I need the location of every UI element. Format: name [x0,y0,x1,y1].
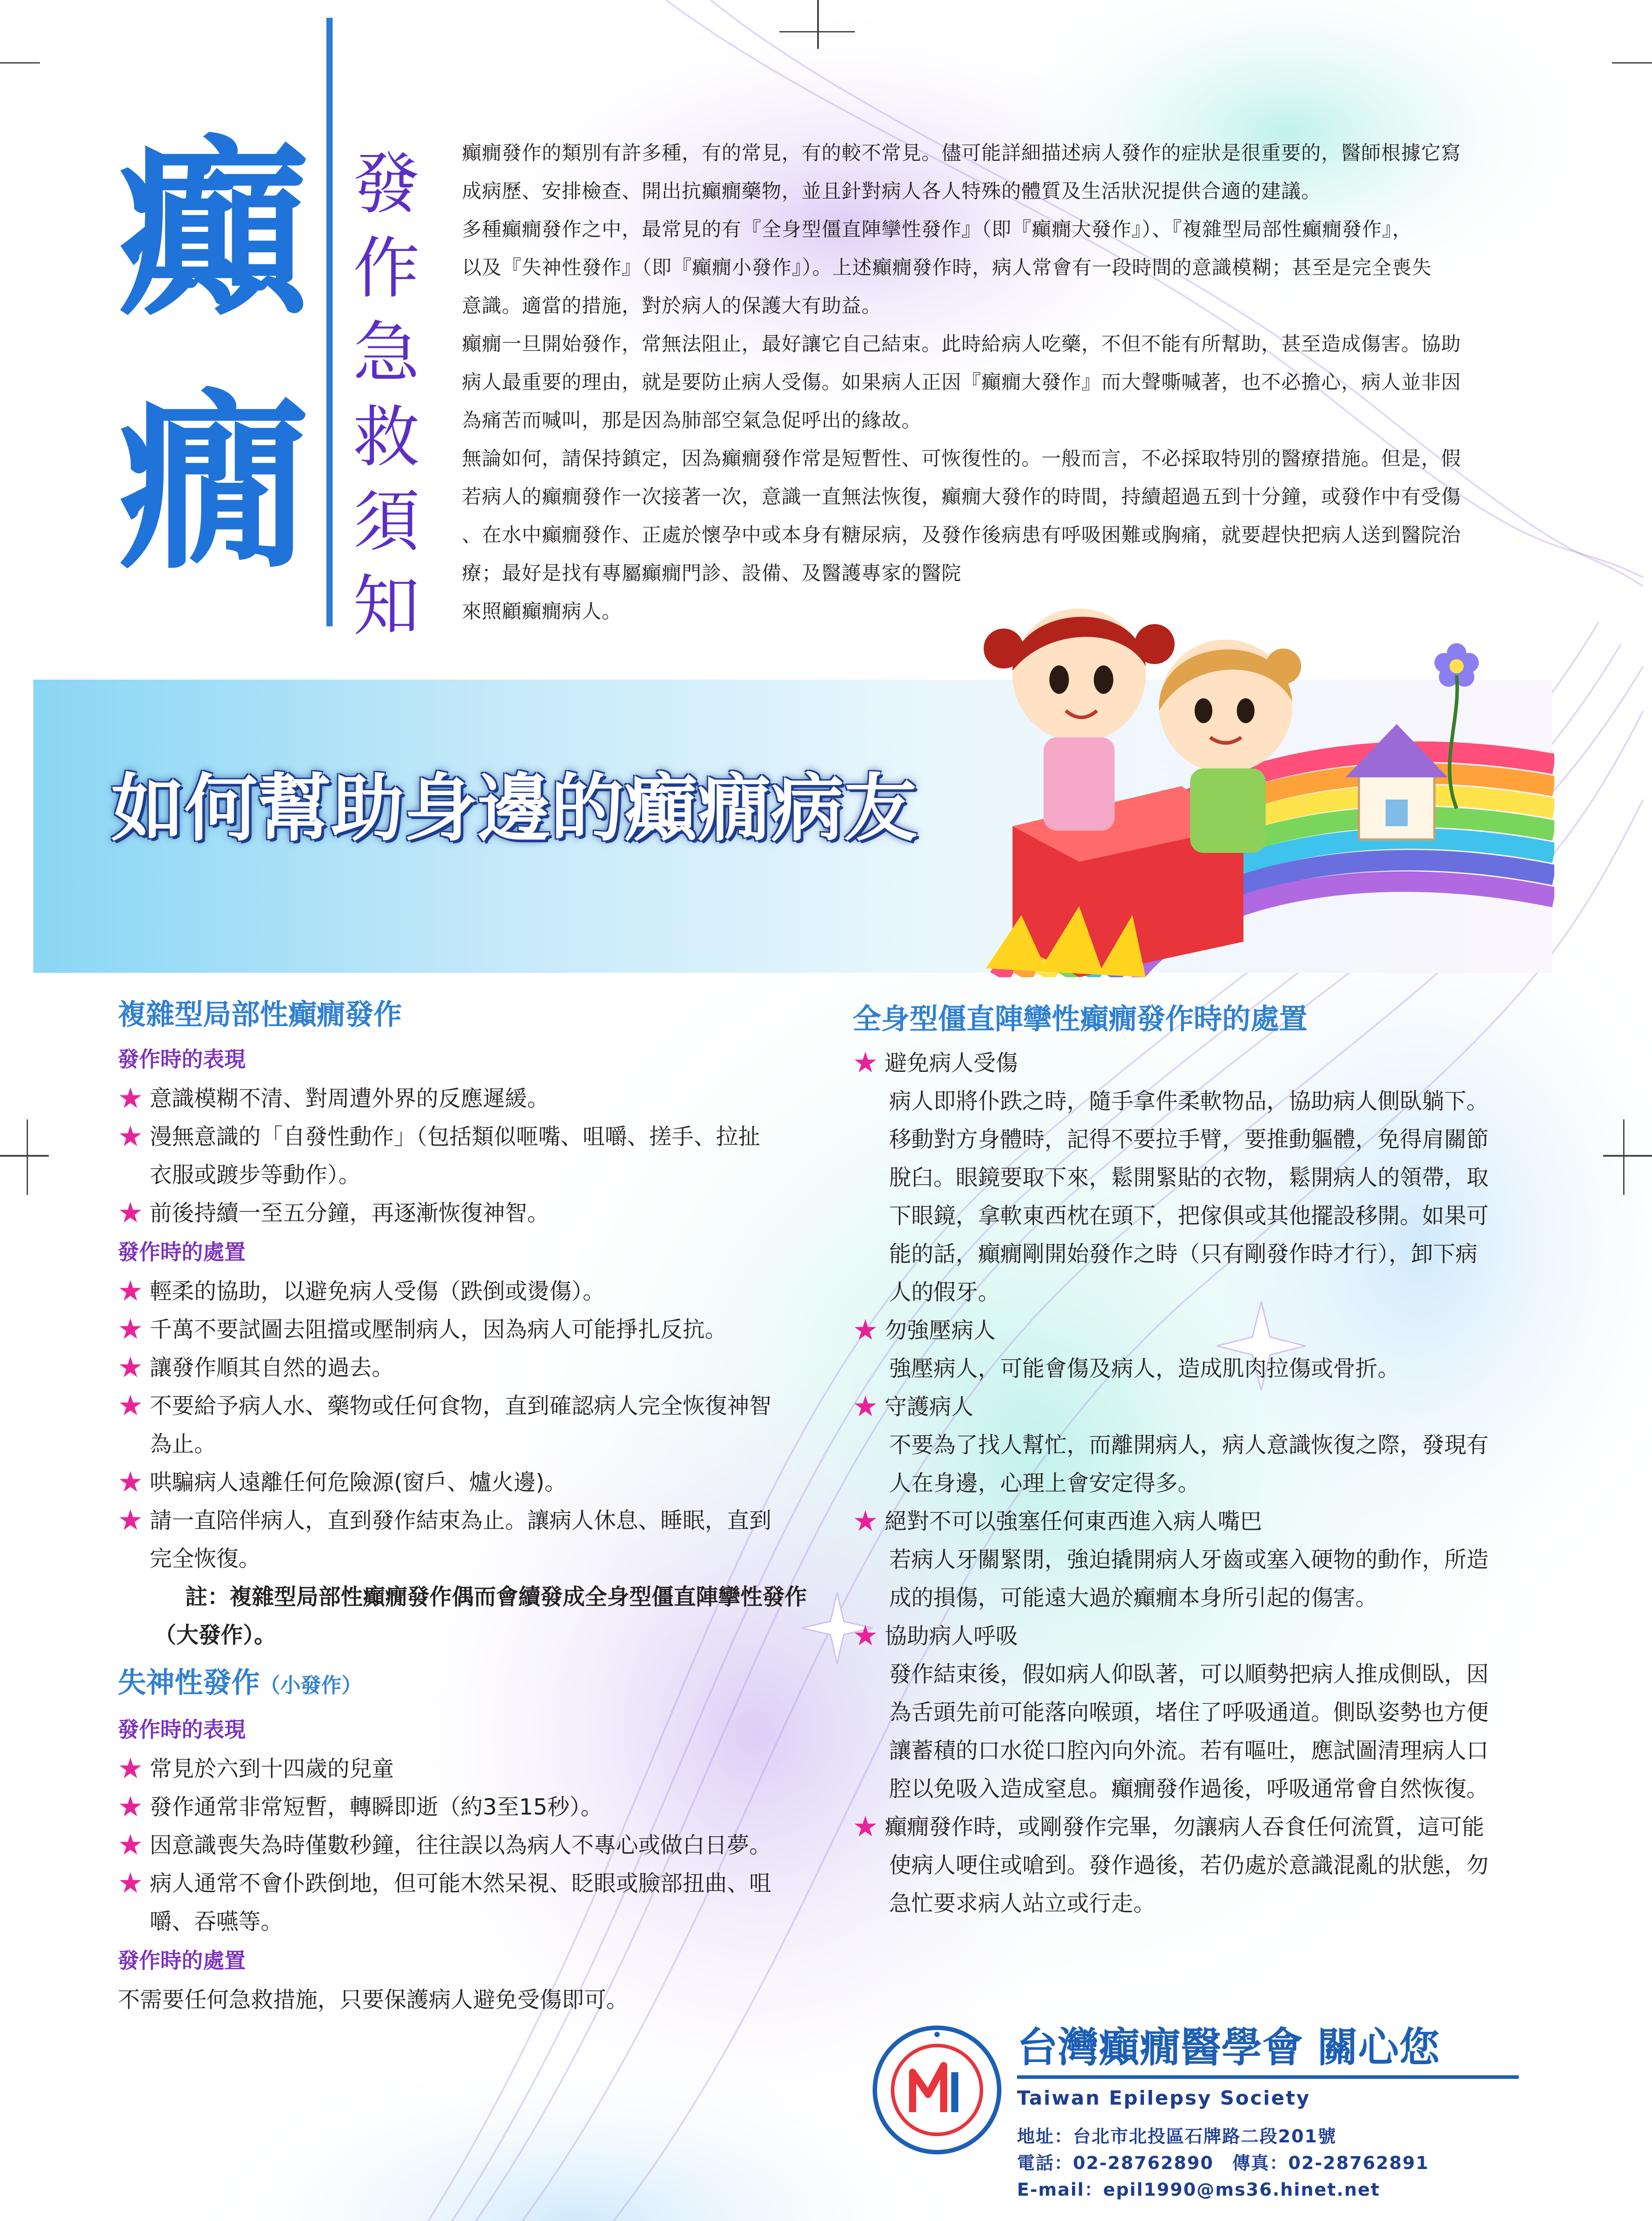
plain-text: 不需要任何急救措施，只要保護病人避免受傷即可。 [118,1987,628,2013]
bullet-text: 哄騙病人遠離任何危險源(窗戶、爐火邊)。 [150,1469,567,1495]
bullet-item [853,1044,1537,1311]
intro-line: 病人最重要的理由，就是要防止病人受傷。如果病人正因『癲癇大發作』而大聲嘶喊著，也不必擔心，病人並非因 [462,371,1461,394]
subheading: 發作時的處置 [118,1240,246,1265]
organization-name-en: Taiwan Epilepsy Society [1017,2087,1310,2110]
bullet-text: 完全恢復。 [150,1546,261,1572]
subtitle-char: 救 [353,399,420,476]
left-column [118,991,837,2019]
bullet-item [118,1349,837,1387]
bullet-title: 癲癇發作時，或剛發作完畢，勿讓病人吞食任何流質，這可能 [885,1814,1484,1840]
bullet-text: 為止。 [150,1431,216,1457]
note-text: 註：複雜型局部性癲癇發作偶而會續發成全身型僵直陣攣性發作 [185,1584,807,1610]
subtitle-char: 發 [353,146,420,223]
intro-line: 無論如何，請保持鎮定，因為癲癇發作常是短暫性、可恢復性的。一般而言，不必採取特別的醫療措施。但是，假 [462,447,1461,470]
star-icon: ★ [118,1120,143,1153]
crop-mark [0,1155,49,1157]
star-icon: ★ [118,1466,143,1499]
star-icon: ★ [853,1390,878,1423]
bullet-item [118,1387,837,1463]
bullet-text: 前後持續一至五分鐘，再逐漸恢復神智。 [150,1200,549,1226]
intro-line: 、在水中癲癇發作、正處於懷孕中或本身有糖尿病，及發作後病患有呼吸困難或胸痛，就要趕快把病人送到醫院治 [462,524,1461,546]
note-text: （大發作）。 [154,1622,276,1648]
star-icon: ★ [118,1351,143,1384]
star-icon: ★ [853,1314,878,1347]
intro-line: 以及『失神性發作』（即『癲癇小發作』）。上述癲癇發作時，病人常會有一段時間的意識模糊；甚至是完全喪失 [462,256,1432,279]
crop-mark [779,31,855,32]
bullet-title: 避免病人受傷 [885,1050,1018,1076]
bullet-text: 能的話，癲癇剛開始發作之時（只有剛發作時才行），卸下病 [889,1241,1477,1267]
bullet-text: 發作結束後，假如病人仰臥著，可以順勢把病人推成側臥，因 [889,1661,1489,1687]
address-text: 地址：台北市北投區石牌路二段201號 [1017,2126,1337,2147]
bullet-title: 協助病人呼吸 [885,1623,1018,1649]
section-heading [118,1659,837,1710]
bullet-title: 守護病人 [885,1394,973,1420]
society-logo [870,2023,1004,2157]
bullet-text: 發作通常非常短暫，轉瞬即逝（約3至15秒）。 [150,1794,603,1820]
bullet-item [118,1864,837,1941]
bullet-text: 因意識喪失為時僅數秒鐘，往往誤以為病人不專心或做白日夢。 [150,1832,771,1858]
bullet-text: 衣服或踱步等動作）。 [150,1162,361,1188]
star-icon: ★ [118,1082,143,1115]
section-heading: 複雜型局部性癲癇發作 [118,999,402,1031]
bullet-text: 強壓病人，可能會傷及病人，造成肌肉拉傷或骨折。 [889,1356,1400,1381]
bullet-item [853,1311,1537,1388]
organization-name: 台灣癲癇醫學會 關心您 [1017,2024,1440,2071]
bullet-text: 急忙要求病人站立或行走。 [889,1891,1156,1916]
bullet-text: 請一直陪伴病人，直到發作結束為止。讓病人休息、睡眠，直到 [150,1508,771,1533]
bullet-text: 常見於六到十四歲的兒童 [150,1756,394,1782]
bullet-text: 漫無意識的「自發性動作」（包括類似咂嘴、咀嚼、搓手、拉扯 [150,1124,760,1150]
bullet-item [118,1194,837,1232]
banner-title: 如何幫助身邊的癲癇病友 [111,766,917,851]
subtitle-char: 知 [353,568,420,645]
star-icon: ★ [853,1620,878,1652]
star-icon: ★ [853,1811,878,1843]
crop-mark [817,0,819,49]
bullet-text: 使病人哽住或嗆到。發作過後，若仍處於意識混亂的狀態，勿 [889,1852,1489,1878]
bullet-item [118,1501,837,1578]
crop-mark [27,1119,28,1195]
bullet-item [853,1617,1537,1808]
intro-line: 療；最好是找有專屬癲癇門診、設備、及醫護專家的醫院 [462,562,961,585]
bullet-text: 病人即將仆跌之時，隨手拿件柔軟物品，協助病人側臥躺下。 [889,1088,1489,1114]
intro-line: 若病人的癲癇發作一次接著一次，意識一直無法恢復，癲癇大發作的時間，持續超過五到十分鐘，或發作中有受傷 [462,486,1461,508]
intro-line: 意識。適當的措施，對於病人的保護大有助益。 [462,295,882,317]
title-vertical-rule [326,18,333,626]
right-column [853,995,1537,1922]
subtitle-vertical [346,142,426,649]
section-heading-text: 失神性發作 [118,1667,260,1700]
bullet-item [118,1079,837,1118]
bullet-title: 勿強壓病人 [885,1317,996,1343]
bullet-item [853,1388,1537,1502]
bullet-text: 不要給予病人水、藥物或任何食物，直到確認病人完全恢復神智 [150,1393,771,1419]
email-link[interactable]: E-mail：epil1990@ms36.hinet.net [1017,2180,1380,2200]
star-icon: ★ [118,1504,143,1537]
star-icon: ★ [118,1197,143,1230]
section-heading-suffix: （小發作） [260,1673,362,1697]
bullet-text: 讓蓄積的口水從口腔內向外流。若有嘔吐，應試圖清理病人口 [889,1738,1489,1763]
bullet-item [118,1826,837,1864]
bullet-text: 成的損傷，可能遠大過於癲癇本身所引起的傷害。 [889,1585,1378,1611]
title-char-2: 癇 [118,373,309,595]
intro-line: 癲癇一旦開始發作，常無法阻止，最好讓它自己結束。此時給病人吃藥，不但不能有所幫助，甚至造成傷害。協助 [462,333,1461,355]
phone-fax-text: 電話：02-28762890 傳真：02-28762891 [1017,2153,1429,2173]
bullet-item [118,1310,837,1349]
star-icon: ★ [118,1752,143,1785]
note [118,1578,837,1654]
subheading: 發作時的處置 [118,1948,246,1973]
bullet-text: 意識模糊不清、對周遭外界的反應遲緩。 [150,1086,549,1111]
organization-underline [1017,2075,1519,2079]
star-icon: ★ [118,1389,143,1422]
star-icon: ★ [118,1791,143,1823]
bullet-title: 絕對不可以強塞任何東西進入病人嘴巴 [885,1509,1262,1534]
crop-mark [0,62,40,64]
children-rainbow-illustration [933,577,1554,977]
intro-text [462,134,1528,631]
star-icon: ★ [118,1867,143,1900]
bullet-item [853,1502,1537,1617]
intro-line: 為痛苦而喊叫，那是因為肺部空氣急促呼出的緣故。 [462,409,921,432]
bullet-item [118,1463,837,1501]
crop-mark [1623,1119,1624,1195]
star-icon: ★ [118,1313,143,1346]
bullet-text: 脫臼。眼鏡要取下來，鬆開緊貼的衣物，鬆開病人的領帶，取 [889,1165,1489,1190]
bullet-text: 人的假牙。 [889,1279,1000,1305]
star-icon: ★ [853,1505,878,1538]
bullet-item [118,1750,837,1788]
bullet-text: 人在身邊，心理上會安定得多。 [889,1470,1200,1496]
bullet-text: 下眼鏡，拿軟東西枕在頭下，把傢俱或其他擺設移開。如果可 [889,1203,1489,1229]
bullet-text: 腔以免吸入造成窒息。癲癇發作過後，呼吸通常會自然恢復。 [889,1776,1489,1802]
bullet-text: 輕柔的協助，以避免病人受傷（跌倒或燙傷）。 [150,1278,605,1304]
title-char-1: 癲 [118,120,309,342]
bullet-text: 病人通常不會仆跌倒地，但可能木然呆視、眨眼或臉部扭曲、咀 [150,1871,771,1896]
subheading: 發作時的表現 [118,1047,246,1072]
intro-line: 成病歷、安排檢查、開出抗癲癇藥物，並且針對病人各人特殊的體質及生活狀況提供合適的建議。 [462,180,1321,203]
subtitle-char: 作 [353,230,420,307]
bullet-text: 若病人牙關緊閉，強迫撬開病人牙齒或塞入硬物的動作，所造 [889,1547,1489,1572]
intro-line: 來照顧癲癇病人。 [462,600,622,623]
bullet-text: 移動對方身體時，記得不要拉手臂，要推動軀體，免得肩關節 [889,1126,1489,1152]
intro-line: 多種癲癇發作之中，最常見的有『全身型僵直陣攣性發作』（即『癲癇大發作』）、『複雜型局部性癲癇發作』， [462,218,1412,241]
crop-mark [1603,1155,1652,1157]
subtitle-char: 急 [353,314,420,392]
contact-info [1017,2123,1429,2203]
section-heading: 全身型僵直陣攣性癲癇發作時的處置 [853,1003,1307,1036]
crop-mark [1612,62,1652,64]
bullet-text: 嚼、吞嚥等。 [150,1909,283,1934]
intro-line: 癲癇發作的類別有許多種，有的常見，有的較不常見。儘可能詳細描述病人發作的症狀是很重要的，醫師根據它寫 [462,142,1461,164]
bullet-item [118,1788,837,1826]
subheading: 發作時的表現 [118,1717,246,1742]
bullet-item [118,1272,837,1310]
star-icon: ★ [118,1275,143,1308]
bullet-item [118,1118,837,1194]
subtitle-char: 須 [353,483,420,561]
star-icon: ★ [853,1047,878,1079]
bullet-text: 千萬不要試圖去阻擋或壓制病人，因為病人可能掙扎反抗。 [150,1317,727,1342]
bullet-text: 為舌頭先前可能落向喉頭，堵住了呼吸通道。側臥姿勢也方便 [889,1700,1489,1725]
star-icon: ★ [118,1829,143,1862]
bullet-text: 讓發作順其自然的過去。 [150,1355,394,1381]
bullet-item [853,1808,1537,1922]
bullet-text: 不要為了找人幫忙，而離開病人，病人意識恢復之際，發現有 [889,1432,1489,1458]
